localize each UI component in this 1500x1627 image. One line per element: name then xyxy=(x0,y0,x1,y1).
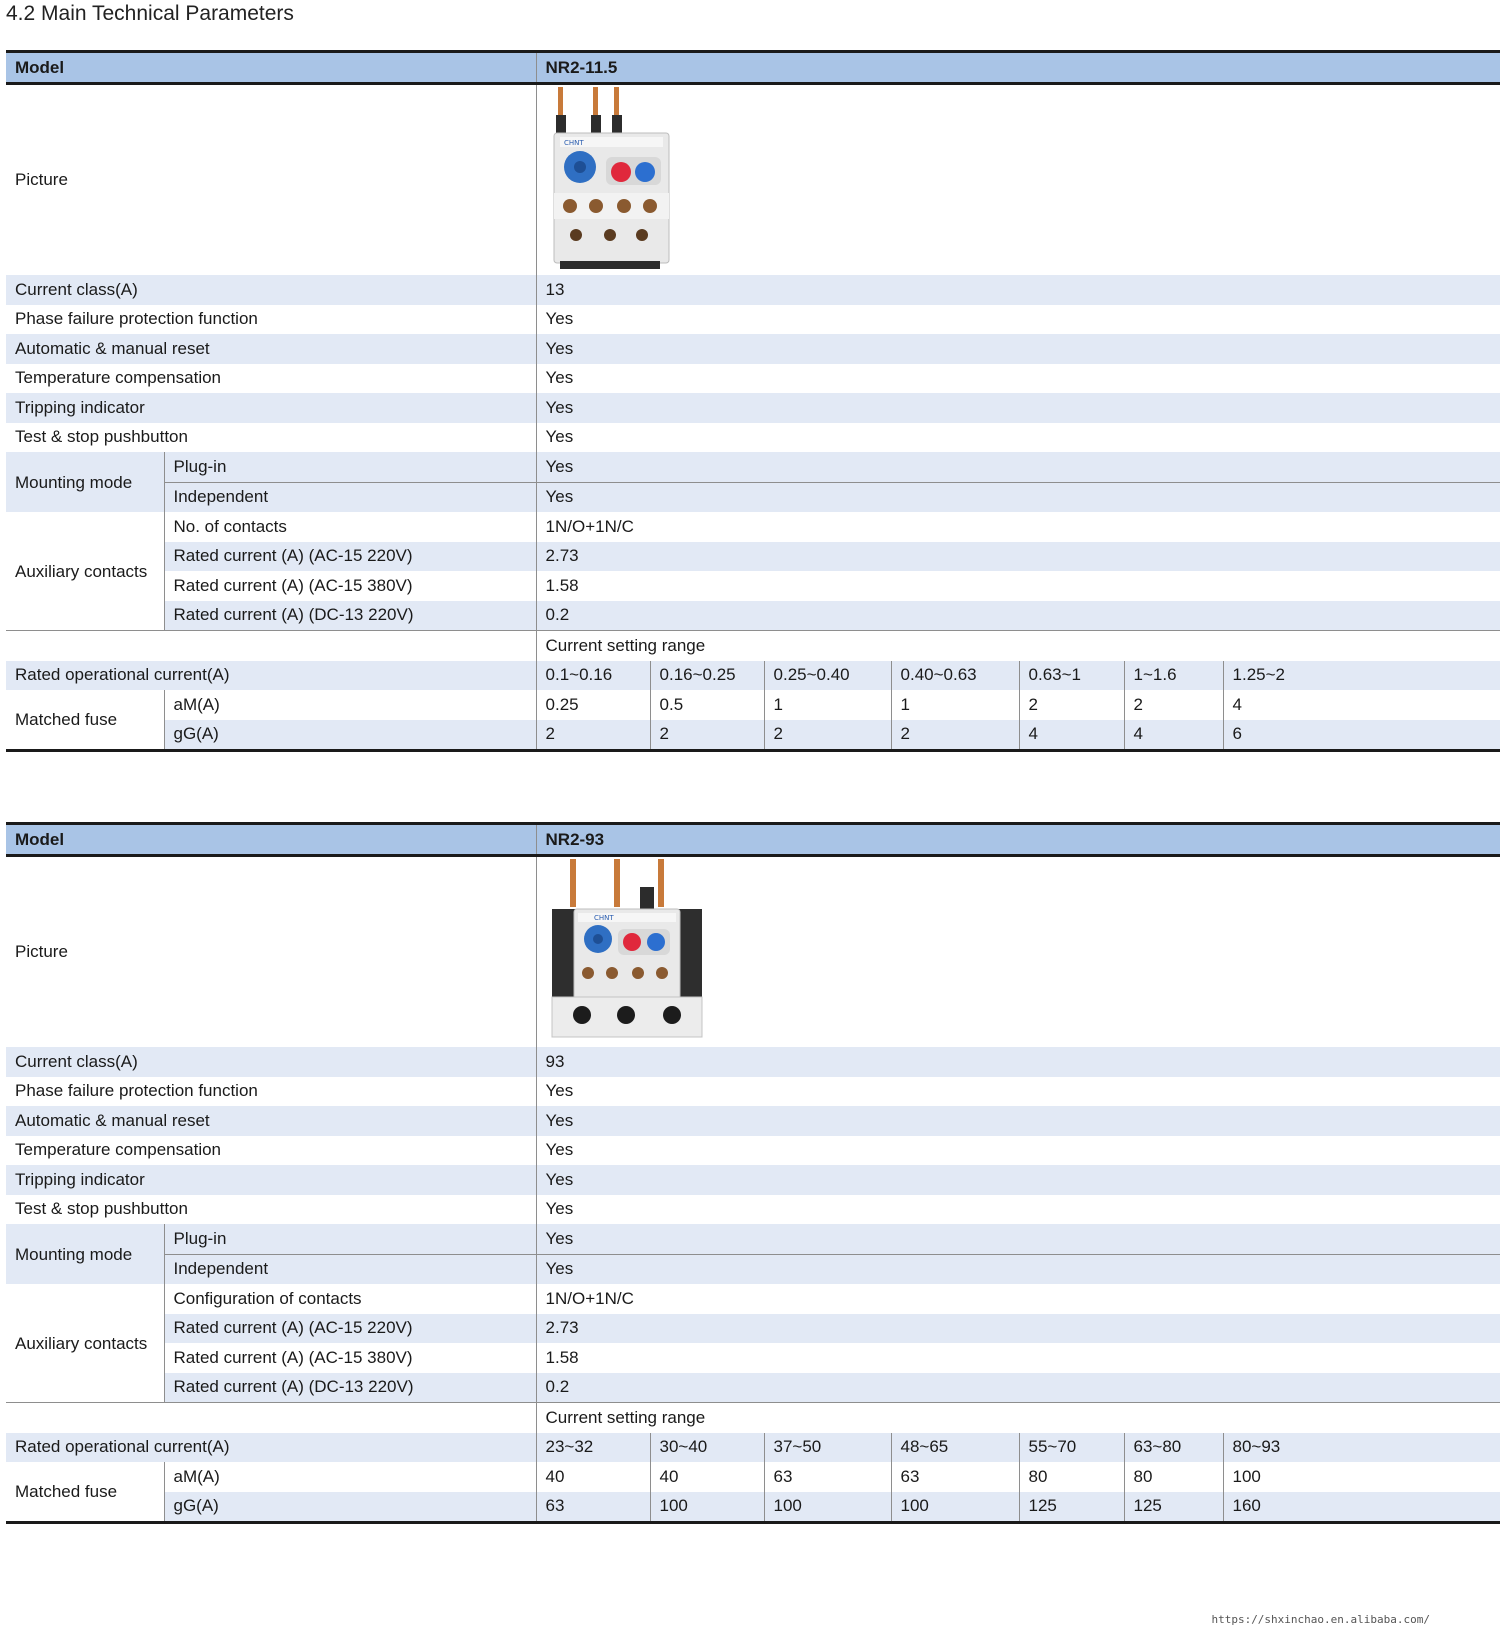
ac15-380-row xyxy=(6,571,1500,601)
picture-label: Picture xyxy=(15,942,68,961)
range-cell: 55~70 xyxy=(1019,1433,1124,1463)
temp-compensation-label: Temperature compensation xyxy=(15,368,222,388)
reset-value: Yes xyxy=(536,1106,1500,1136)
reset-label: Automatic & manual reset xyxy=(6,1106,536,1136)
rated-operational-current-row xyxy=(6,1433,1500,1463)
independent-label: Independent xyxy=(164,1254,536,1284)
ac15-380-label: Rated current (A) (AC-15 380V) xyxy=(164,1343,536,1373)
model-label: Model xyxy=(6,824,536,856)
ac15-220-row xyxy=(6,1314,1500,1344)
range-cell: 0.63~1 xyxy=(1019,661,1124,691)
range-cell: 0.16~0.25 xyxy=(650,661,764,691)
am-cell: 4 xyxy=(1223,690,1500,720)
dc13-220-row xyxy=(6,1373,1500,1403)
temp-compensation-row xyxy=(6,364,1500,394)
temp-compensation-label: Temperature compensation xyxy=(15,1140,222,1160)
gg-cell: 4 xyxy=(1124,720,1223,751)
gg-cell: 160 xyxy=(1223,1492,1500,1523)
plug-in-label: Plug-in xyxy=(164,1224,536,1254)
picture-row xyxy=(6,856,1500,1048)
header-row xyxy=(6,824,1500,856)
phase-failure-value: Yes xyxy=(536,1077,1500,1107)
independent-value: Yes xyxy=(536,482,1500,512)
auxiliary-contacts-label: Auxiliary contacts xyxy=(15,561,148,581)
auxiliary-contacts-label: Auxiliary contacts xyxy=(15,1333,148,1353)
test-stop-row xyxy=(6,1195,1500,1225)
reset-row xyxy=(6,334,1500,364)
current-class-value: 93 xyxy=(536,1047,1500,1077)
am-cell: 80 xyxy=(1019,1462,1124,1492)
tripping-indicator-label: Tripping indicator xyxy=(6,393,536,423)
tripping-indicator-row xyxy=(6,393,1500,423)
am-cell: 2 xyxy=(1019,690,1124,720)
current-class-row xyxy=(6,1047,1500,1077)
ac15-380-value: 1.58 xyxy=(536,1343,1500,1373)
gg-label: gG(A) xyxy=(164,1492,536,1523)
range-cell: 0.25~0.40 xyxy=(764,661,891,691)
am-cell: 1 xyxy=(764,690,891,720)
reset-label: Automatic & manual reset xyxy=(6,334,536,364)
plug-in-value: Yes xyxy=(536,452,1500,482)
model-value: NR2-93 xyxy=(536,824,1500,856)
range-cell: 48~65 xyxy=(891,1433,1019,1463)
am-fuse-row xyxy=(6,1462,1500,1492)
tripping-indicator-row xyxy=(6,1165,1500,1195)
phase-failure-row xyxy=(6,305,1500,335)
range-cell: 1.25~2 xyxy=(1223,661,1500,691)
dc13-220-label: Rated current (A) (DC-13 220V) xyxy=(164,1373,536,1403)
picture-label: Picture xyxy=(15,170,68,189)
phase-failure-label: Phase failure protection function xyxy=(15,309,258,329)
gg-cell: 2 xyxy=(891,720,1019,751)
phase-failure-value: Yes xyxy=(536,305,1500,335)
picture-row xyxy=(6,84,1500,276)
model-label: Model xyxy=(6,52,536,84)
mounting-plug-in-row xyxy=(6,1224,1500,1254)
thermal-relay-nr2-93-image xyxy=(546,857,716,1047)
gg-fuse-row xyxy=(6,720,1500,751)
picture-cell xyxy=(536,856,1500,1048)
am-cell: 100 xyxy=(1223,1462,1500,1492)
range-cell: 63~80 xyxy=(1124,1433,1223,1463)
gg-cell: 6 xyxy=(1223,720,1500,751)
gg-cell: 2 xyxy=(536,720,650,751)
reset-value: Yes xyxy=(536,334,1500,364)
contacts-value: 1N/O+1N/C xyxy=(536,1284,1500,1314)
gg-cell: 125 xyxy=(1124,1492,1223,1523)
ac15-220-label: Rated current (A) (AC-15 220V) xyxy=(164,1314,536,1344)
gg-cell: 100 xyxy=(891,1492,1019,1523)
independent-label: Independent xyxy=(164,482,536,512)
contacts-row xyxy=(6,512,1500,542)
am-cell: 40 xyxy=(650,1462,764,1492)
dc13-220-value: 0.2 xyxy=(536,601,1500,631)
range-cell: 23~32 xyxy=(536,1433,650,1463)
setting-range-label: Current setting range xyxy=(536,631,1500,661)
dc13-220-row xyxy=(6,601,1500,631)
ac15-220-row xyxy=(6,542,1500,572)
range-cell: 37~50 xyxy=(764,1433,891,1463)
gg-label: gG(A) xyxy=(164,720,536,751)
phase-failure-label: Phase failure protection function xyxy=(15,1081,258,1101)
phase-failure-row xyxy=(6,1077,1500,1107)
tripping-indicator-label: Tripping indicator xyxy=(6,1165,536,1195)
am-cell: 80 xyxy=(1124,1462,1223,1492)
setting-range-row xyxy=(6,631,1500,661)
ac15-380-row xyxy=(6,1343,1500,1373)
tripping-indicator-value: Yes xyxy=(536,1165,1500,1195)
range-cell: 0.1~0.16 xyxy=(536,661,650,691)
spec-table-nr2-93 xyxy=(6,822,1500,1524)
page-title: 4.2 Main Technical Parameters xyxy=(6,2,294,25)
gg-cell: 100 xyxy=(650,1492,764,1523)
rated-operational-current-label: Rated operational current(A) xyxy=(6,661,536,691)
am-cell: 2 xyxy=(1124,690,1223,720)
current-class-label: Current class(A) xyxy=(6,275,536,305)
contacts-value: 1N/O+1N/C xyxy=(536,512,1500,542)
matched-fuse-label: Matched fuse xyxy=(15,1482,118,1501)
range-cell: 80~93 xyxy=(1223,1433,1500,1463)
dc13-220-label: Rated current (A) (DC-13 220V) xyxy=(164,601,536,631)
picture-cell xyxy=(536,84,1500,276)
rated-operational-current-label: Rated operational current(A) xyxy=(6,1433,536,1463)
gg-fuse-row xyxy=(6,1492,1500,1523)
test-stop-value: Yes xyxy=(536,1195,1500,1225)
thermal-relay-nr2-11-5-image xyxy=(546,85,676,275)
contacts-label: Configuration of contacts xyxy=(164,1284,536,1314)
am-cell: 1 xyxy=(891,690,1019,720)
temp-compensation-value: Yes xyxy=(536,1136,1500,1166)
rated-operational-current-row xyxy=(6,661,1500,691)
current-class-value: 13 xyxy=(536,275,1500,305)
gg-cell: 2 xyxy=(764,720,891,751)
setting-range-spacer xyxy=(6,1403,536,1433)
temp-compensation-value: Yes xyxy=(536,364,1500,394)
gg-cell: 63 xyxy=(536,1492,650,1523)
mounting-independent-row xyxy=(6,1254,1500,1284)
ac15-380-value: 1.58 xyxy=(536,571,1500,601)
test-stop-label: Test & stop pushbutton xyxy=(15,1199,188,1219)
contacts-row xyxy=(6,1284,1500,1314)
setting-range-row xyxy=(6,1403,1500,1433)
brand-mark: CHNT xyxy=(563,139,584,147)
temp-compensation-row xyxy=(6,1136,1500,1166)
reset-row xyxy=(6,1106,1500,1136)
am-fuse-row xyxy=(6,690,1500,720)
mounting-mode-label: Mounting mode xyxy=(6,452,164,512)
am-cell: 0.25 xyxy=(536,690,650,720)
ac15-220-value: 2.73 xyxy=(536,542,1500,572)
gg-cell: 100 xyxy=(764,1492,891,1523)
am-cell: 63 xyxy=(891,1462,1019,1492)
range-cell: 0.40~0.63 xyxy=(891,661,1019,691)
plug-in-value: Yes xyxy=(536,1224,1500,1254)
ac15-380-label: Rated current (A) (AC-15 380V) xyxy=(164,571,536,601)
source-watermark: https://shxinchao.en.alibaba.com/ xyxy=(1211,1613,1430,1626)
matched-fuse-label: Matched fuse xyxy=(15,710,118,729)
current-class-label: Current class(A) xyxy=(6,1047,536,1077)
am-cell: 63 xyxy=(764,1462,891,1492)
ac15-220-label: Rated current (A) (AC-15 220V) xyxy=(164,542,536,572)
mounting-independent-row xyxy=(6,482,1500,512)
independent-value: Yes xyxy=(536,1254,1500,1284)
test-stop-label: Test & stop pushbutton xyxy=(15,427,188,447)
am-label: aM(A) xyxy=(164,690,536,720)
gg-cell: 125 xyxy=(1019,1492,1124,1523)
header-row xyxy=(6,52,1500,84)
dc13-220-value: 0.2 xyxy=(536,1373,1500,1403)
am-cell: 0.5 xyxy=(650,690,764,720)
contacts-label: No. of contacts xyxy=(164,512,536,542)
ac15-220-value: 2.73 xyxy=(536,1314,1500,1344)
range-cell: 1~1.6 xyxy=(1124,661,1223,691)
mounting-plug-in-row xyxy=(6,452,1500,482)
range-cell: 30~40 xyxy=(650,1433,764,1463)
plug-in-label: Plug-in xyxy=(164,452,536,482)
gg-cell: 2 xyxy=(650,720,764,751)
spec-table-nr2-11-5 xyxy=(6,50,1500,752)
mounting-mode-label: Mounting mode xyxy=(6,1224,164,1284)
test-stop-row xyxy=(6,423,1500,453)
current-class-row xyxy=(6,275,1500,305)
tripping-indicator-value: Yes xyxy=(536,393,1500,423)
gg-cell: 4 xyxy=(1019,720,1124,751)
model-value: NR2-11.5 xyxy=(536,52,1500,84)
setting-range-spacer xyxy=(6,631,536,661)
setting-range-label: Current setting range xyxy=(536,1403,1500,1433)
test-stop-value: Yes xyxy=(536,423,1500,453)
am-cell: 40 xyxy=(536,1462,650,1492)
am-label: aM(A) xyxy=(164,1462,536,1492)
brand-mark: CHNT xyxy=(593,914,614,922)
